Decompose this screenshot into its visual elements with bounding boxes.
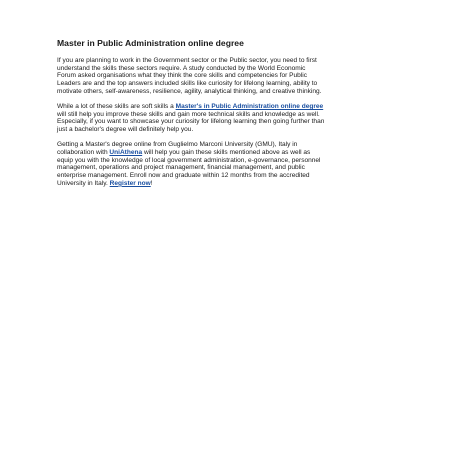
uniathena-link[interactable]: UniAthena	[109, 149, 143, 157]
paragraph-line: Especially, if you want to showcase your curiosity for lifelong learning then going further than	[57, 118, 325, 126]
paragraph-text: While a lot of these skills are soft skills a	[57, 103, 176, 111]
paragraph-line: management, operations and project management, financial management, and public	[57, 164, 305, 172]
paragraph-intro	[57, 57, 407, 96]
document-content	[57, 38, 407, 195]
paragraph-line	[57, 103, 407, 111]
paragraph-text: will help you gain these skills mentioned above as well as	[142, 149, 311, 157]
mpa-degree-link[interactable]: Master's in Public Administration online degree	[175, 103, 324, 111]
register-now-link[interactable]: Register now	[109, 179, 151, 187]
paragraph-line: Leaders are and the top answers included skills like curiosity for lifelong learning, ability to	[57, 80, 318, 88]
paragraph-gmu	[57, 141, 407, 187]
paragraph-line: Forum asked organisations what they think the core skills and competencies for Public	[57, 72, 307, 80]
paragraph-text: collaboration with	[57, 149, 110, 157]
paragraph-line: will still help you improve these skills and gain more technical skills and knowledge as well.	[57, 110, 320, 118]
paragraph-text: !	[150, 179, 153, 187]
paragraph-line: equip you with the knowledge of local government administration, e-governance, personnel	[57, 156, 321, 164]
page-title: Master in Public Administration online degree	[57, 38, 244, 48]
paragraph-line: just a bachelor's degree will definitely help you.	[57, 126, 194, 134]
paragraph-line: enterprise management. Enroll now and graduate within 12 months from the accredited	[57, 172, 310, 180]
paragraph-line: If you are planning to work in the Government sector or the Public sector, you need to first	[57, 57, 317, 64]
paragraph-line: understand the skills these sectors require. A study conducted by the World Economic	[57, 64, 306, 72]
paragraph-text: University in Italy.	[57, 179, 110, 187]
paragraph-line	[57, 149, 407, 157]
paragraph-soft-skills	[57, 103, 407, 134]
paragraph-line: Getting a Master's degree online from Guglielmo Marconi University (GMU), Italy in	[57, 141, 298, 149]
paragraph-line	[57, 180, 407, 188]
paragraph-line: motivate others, self-awareness, resilience, agility, analytical thinking, and creative thinking.	[57, 87, 322, 95]
